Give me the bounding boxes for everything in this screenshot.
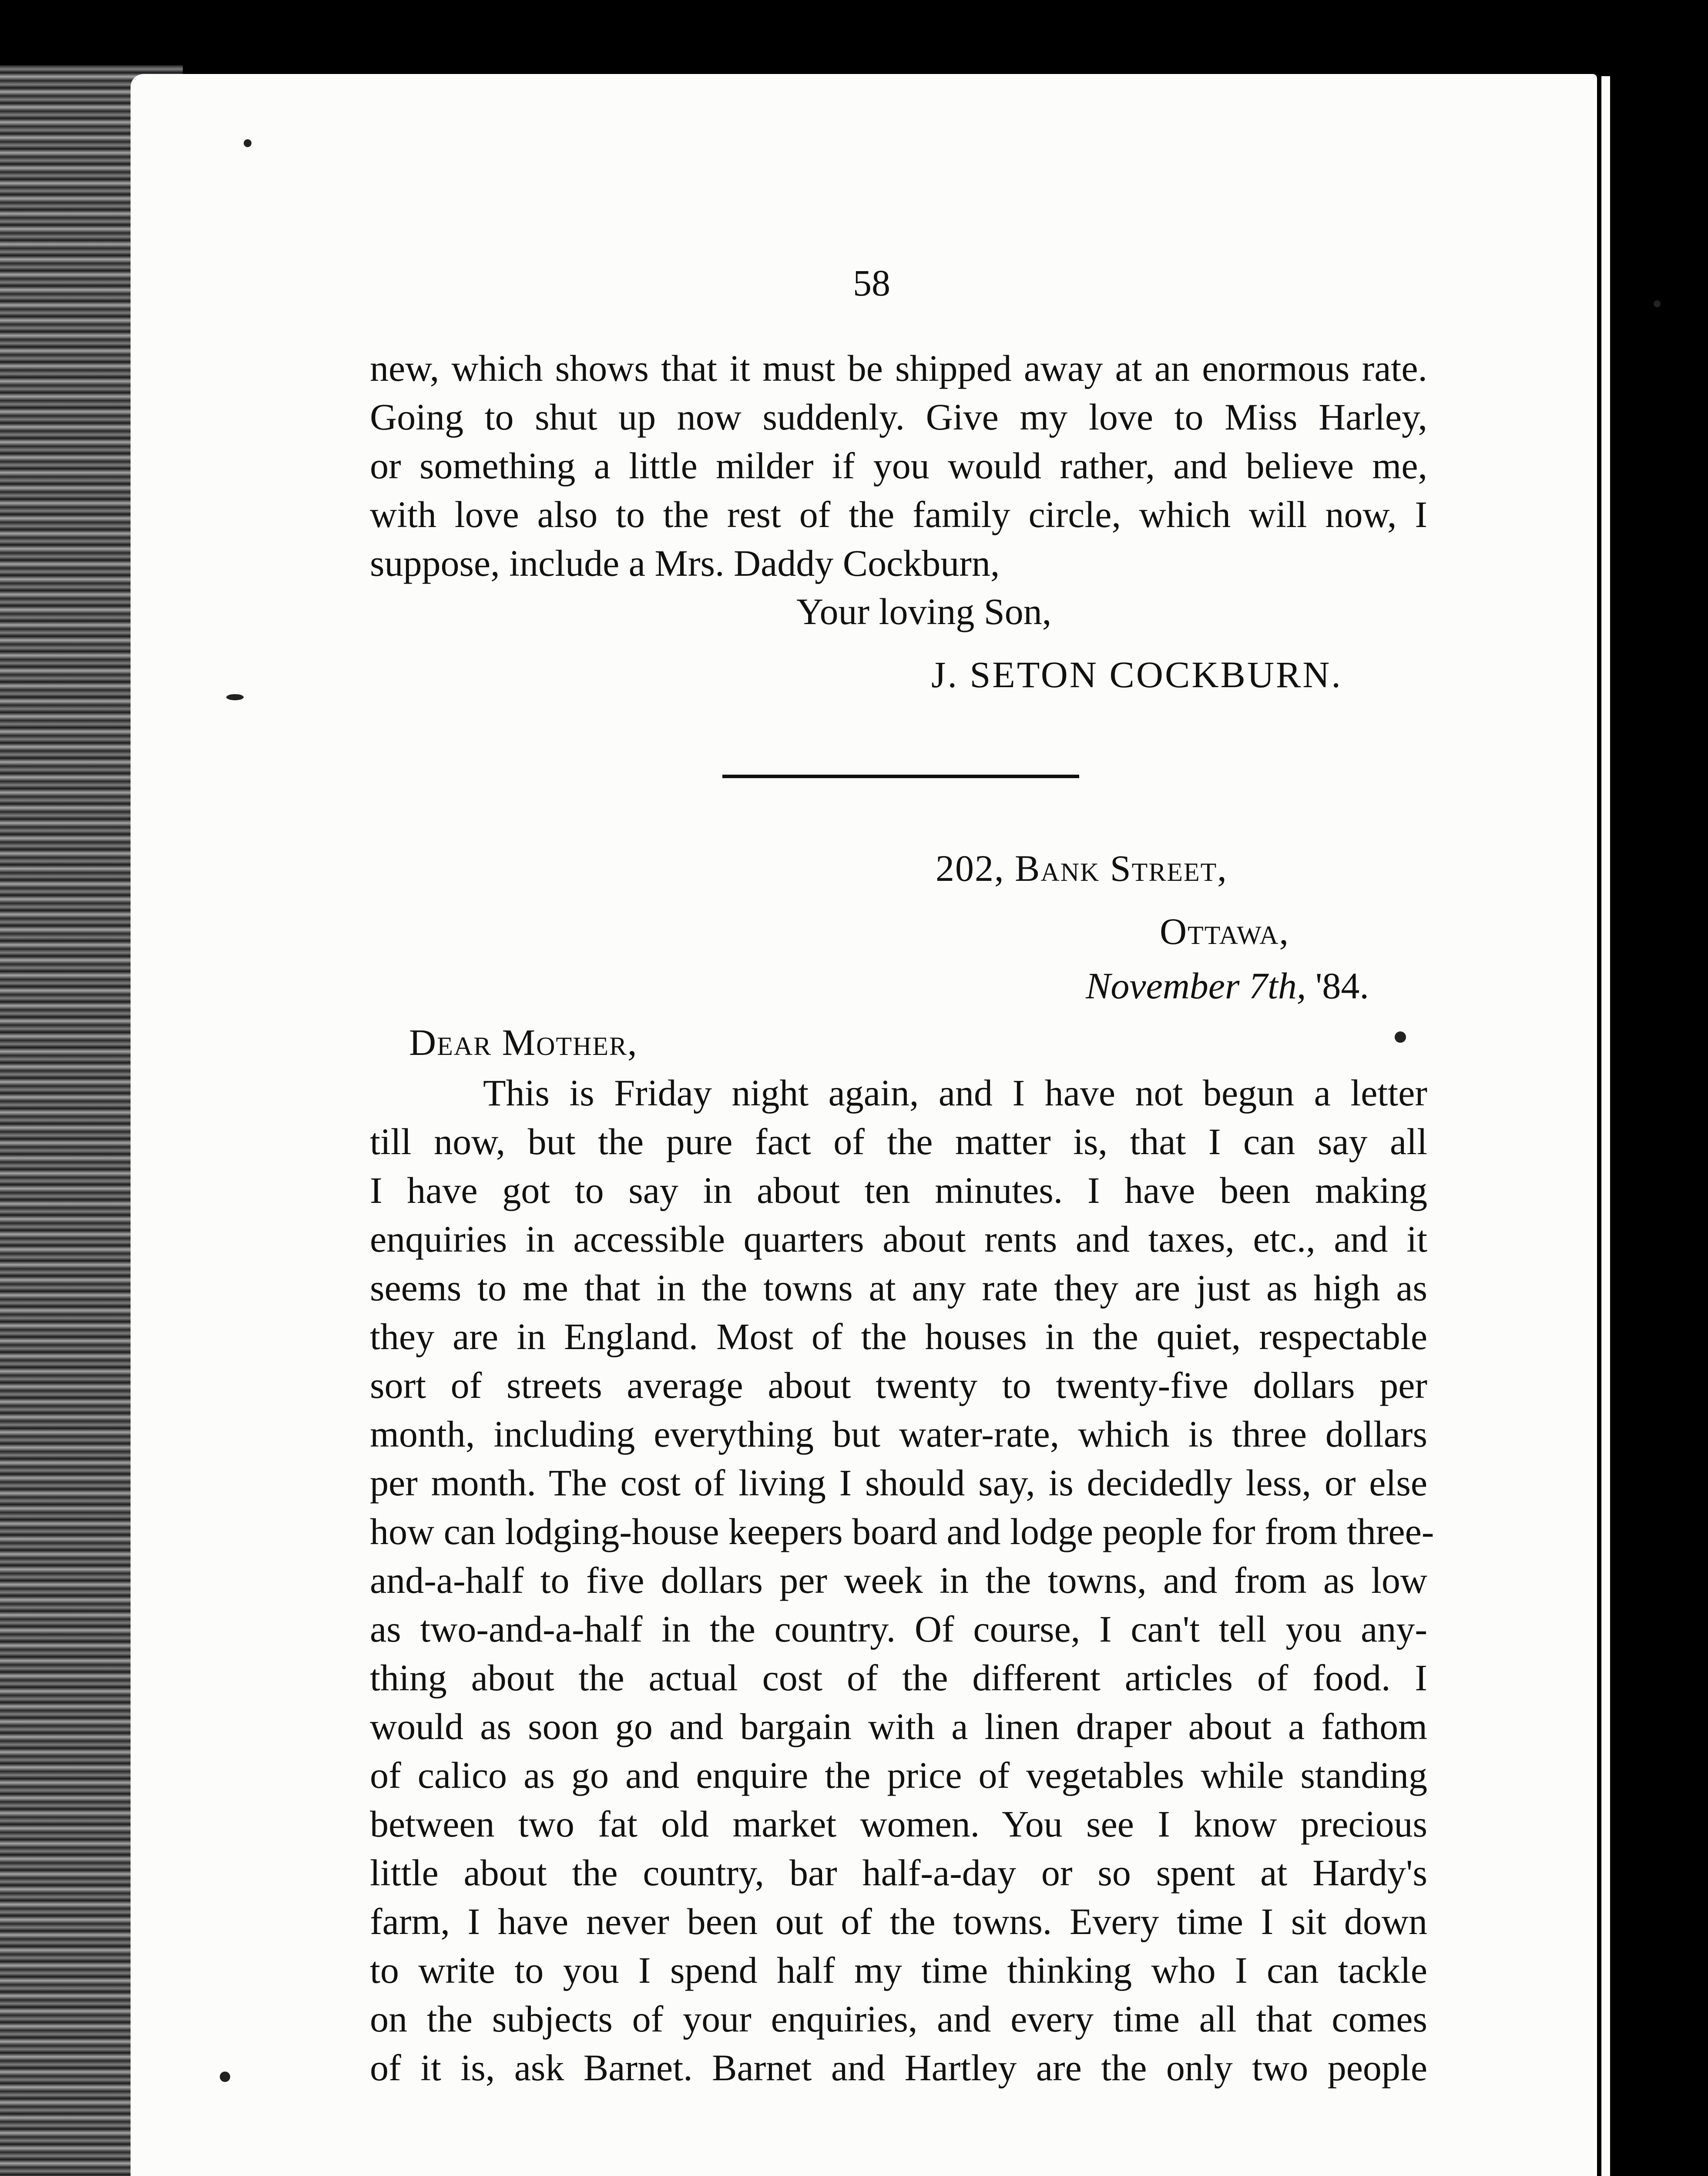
text-line: This is Friday night again, and I have not begun a letter [483,1072,1427,1114]
text-line: till now, but the pure fact of the matter is, that I can say all [370,1121,1427,1162]
text-line: month, including everything but water-rate, which is three dollars [370,1413,1427,1455]
text-line: between two fat old market women. You see I know precious [370,1803,1427,1845]
text-line: how can lodging-house keepers board and lodge people for from three- [370,1511,1434,1552]
text-line: little about the country, bar half-a-day or so spent at Hardy's [370,1852,1427,1894]
text-line: they are in England. Most of the houses in the quiet, respectable [370,1316,1427,1357]
text-line: to write to you I spend half my time thinking who I can tackle [370,1949,1427,1991]
text-line: of calico as go and enquire the price of vegetables while standing [370,1754,1427,1796]
letter-salutation: Dear Mother, [409,1021,638,1063]
text-line: I have got to say in about ten minutes. I have been making [370,1169,1427,1211]
text-line: new, which shows that it must be shipped away at an enormous rate. [370,347,1427,389]
text-line: Going to shut up now suddenly. Give my love to Miss Harley, [370,396,1427,438]
text-line: thing about the actual cost of the different articles of food. I [370,1657,1427,1699]
text-line: farm, I have never been out of the towns. Every time I sit down [370,1901,1427,1942]
letter-body [370,1068,1434,2092]
letter-signature: J. SETON COCKBURN. [931,654,1342,695]
text-line: would as soon go and bargain with a linen draper about a fathom [370,1706,1427,1747]
address-city: Ottawa, [1160,910,1289,952]
text-line: and-a-half to five dollars per week in the towns, and from as low [370,1559,1427,1601]
scan-speck [226,694,244,700]
text-line: per month. The cost of living I should say, is decidedly less, or else [370,1462,1427,1504]
date-month-day: November 7th, [1086,965,1306,1007]
scan-speck [1395,1031,1406,1043]
scan-speck [1654,300,1661,307]
text-line: seems to me that in the towns at any rate they are just as high as [370,1267,1427,1309]
address-street: 202, Bank Street, [936,847,1228,889]
continued-paragraph [370,344,1427,588]
text-line: of it is, ask Barnet. Barnet and Hartley are the only two people [370,2047,1427,2089]
scan-speck [220,2072,230,2082]
scan-edge-right [1601,76,1610,2176]
letter-closing: Your loving Son, [796,591,1052,632]
text-line: suppose, include a Mrs. Daddy Cockburn, [370,542,1000,584]
text-line: enquiries in accessible quarters about rents and taxes, etc., and it [370,1218,1427,1260]
date-year: '84. [1306,965,1369,1007]
text-line: on the subjects of your enquiries, and every time all that comes [370,1998,1427,2040]
scan-speck [244,139,252,147]
text-line: as two-and-a-half in the country. Of course, I can't tell you any- [370,1608,1427,1650]
text-line: or something a little milder if you would rather, and believe me, [370,445,1427,487]
text-line: with love also to the rest of the family circle, which will now, I [370,494,1427,535]
page-number: 58 [853,262,890,304]
section-divider [722,775,1079,778]
letter-date [1086,964,1369,1007]
text-line: sort of streets average about twenty to twenty-five dollars per [370,1364,1427,1406]
